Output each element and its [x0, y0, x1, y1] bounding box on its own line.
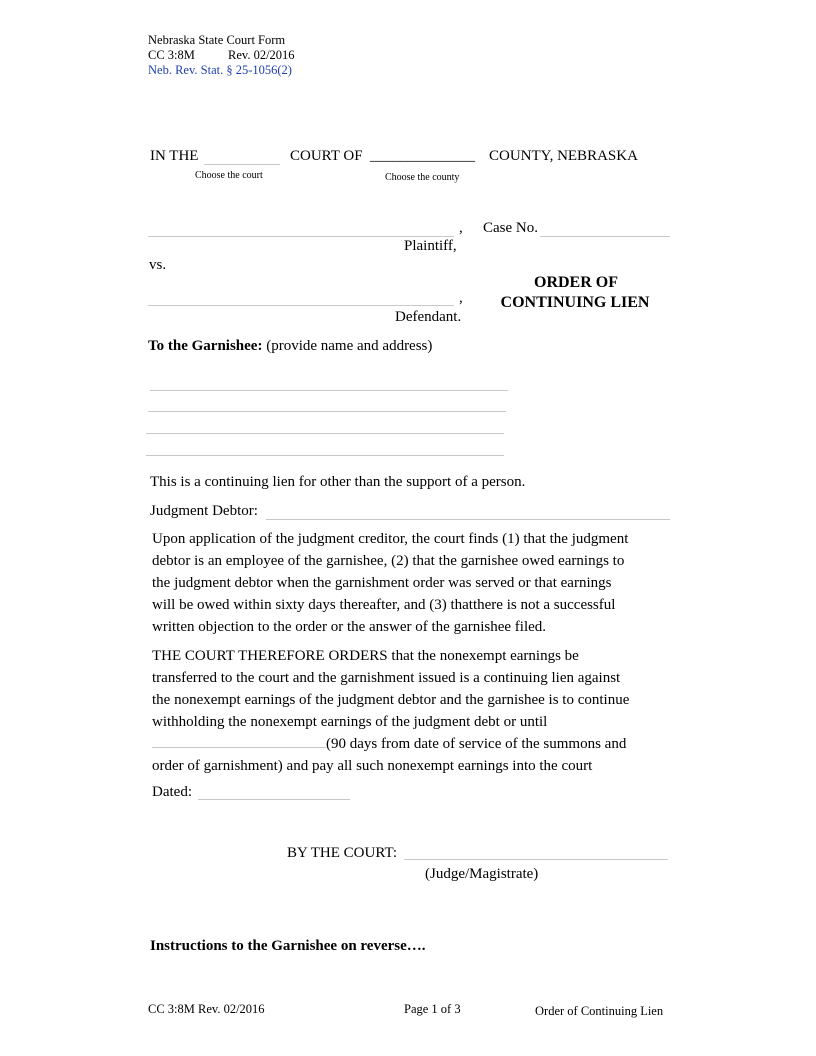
- judge-signature-field[interactable]: [404, 859, 668, 860]
- form-code: CC 3:8M: [148, 48, 195, 62]
- footer-page-number: Page 1 of 3: [404, 1002, 461, 1016]
- judge-label: (Judge/Magistrate): [425, 866, 539, 882]
- garnishee-label: To the Garnishee:: [148, 338, 263, 354]
- garnishee-address-line-2[interactable]: [148, 411, 506, 412]
- judgment-debtor-label: Judgment Debtor:: [150, 503, 258, 519]
- judgment-debtor-field[interactable]: [266, 519, 670, 520]
- in-the-label: IN THE: [150, 148, 199, 164]
- plaintiff-field[interactable]: [148, 236, 454, 237]
- footer-form-code: CC 3:8M Rev. 02/2016: [148, 1002, 265, 1016]
- defendant-label: Defendant.: [395, 309, 462, 325]
- plaintiff-comma: ,: [459, 220, 463, 236]
- findings-paragraph: [152, 528, 672, 638]
- orders-line: withholding the nonexempt earnings of the judgment debt or until: [152, 714, 548, 730]
- instructions-note: Instructions to the Garnishee on reverse….: [150, 938, 426, 954]
- statute-reference: Neb. Rev. Stat. § 25-1056(2): [148, 63, 292, 77]
- dated-field[interactable]: [198, 799, 350, 800]
- orders-line-date: [152, 733, 672, 755]
- case-number-field[interactable]: [540, 236, 670, 237]
- orders-line: transferred to the court and the garnishment issued is a continuing lien against: [152, 670, 621, 686]
- court-of-label: COURT OF: [290, 148, 363, 164]
- document-title-line2: CONTINUING LIEN: [500, 294, 650, 311]
- form-name: Nebraska State Court Form: [148, 33, 286, 47]
- court-hint: Choose the court: [195, 170, 263, 181]
- form-revision: Rev. 02/2016: [228, 48, 295, 62]
- findings-line: Upon application of the judgment creditor, the court finds (1) that the judgment: [152, 531, 629, 547]
- defendant-field[interactable]: [148, 305, 454, 306]
- garnishee-address-line-1[interactable]: [150, 390, 508, 391]
- orders-line: order of garnishment) and pay all such nonexempt earnings into the court: [152, 758, 593, 774]
- findings-line: will be owed within sixty days thereafter, and (3) thatthere is not a successful: [152, 597, 616, 613]
- orders-days-text: (90 days from date of service of the summons and: [326, 736, 627, 752]
- orders-line: THE COURT THEREFORE ORDERS that the nonexempt earnings be: [152, 648, 579, 664]
- findings-line: the judgment debtor when the garnishment order was served or that earnings: [152, 575, 612, 591]
- orders-line: the nonexempt earnings of the judgment debtor and the garnishee is to continue: [152, 692, 630, 708]
- court-select[interactable]: [204, 164, 280, 165]
- case-number-label: Case No.: [483, 220, 538, 236]
- lien-statement: This is a continuing lien for other than the support of a person.: [150, 474, 526, 490]
- document-title-line1: ORDER OF: [534, 274, 618, 291]
- lien-end-date-field[interactable]: [152, 733, 326, 748]
- garnishee-address-line-4[interactable]: [146, 455, 504, 456]
- garnishee-hint: (provide name and address): [266, 338, 433, 354]
- findings-line: written objection to the order or the answer of the garnishee filed.: [152, 619, 547, 635]
- county-hint: Choose the county: [385, 172, 460, 183]
- by-the-court-label: BY THE COURT:: [287, 845, 398, 861]
- defendant-comma: ,: [459, 290, 463, 306]
- versus-label: vs.: [149, 257, 167, 273]
- garnishee-address-line-3[interactable]: [146, 433, 504, 434]
- garnishee-heading: [148, 338, 432, 355]
- county-select[interactable]: ______________: [370, 148, 475, 164]
- plaintiff-label: Plaintiff,: [404, 238, 457, 254]
- orders-paragraph: [152, 645, 672, 777]
- findings-line: debtor is an employee of the garnishee, (2) that the garnishee owed earnings to: [152, 553, 625, 569]
- county-nebraska-label: COUNTY, NEBRASKA: [489, 148, 638, 164]
- footer-form-title: Order of Continuing Lien: [535, 1004, 664, 1018]
- dated-label: Dated:: [152, 784, 192, 800]
